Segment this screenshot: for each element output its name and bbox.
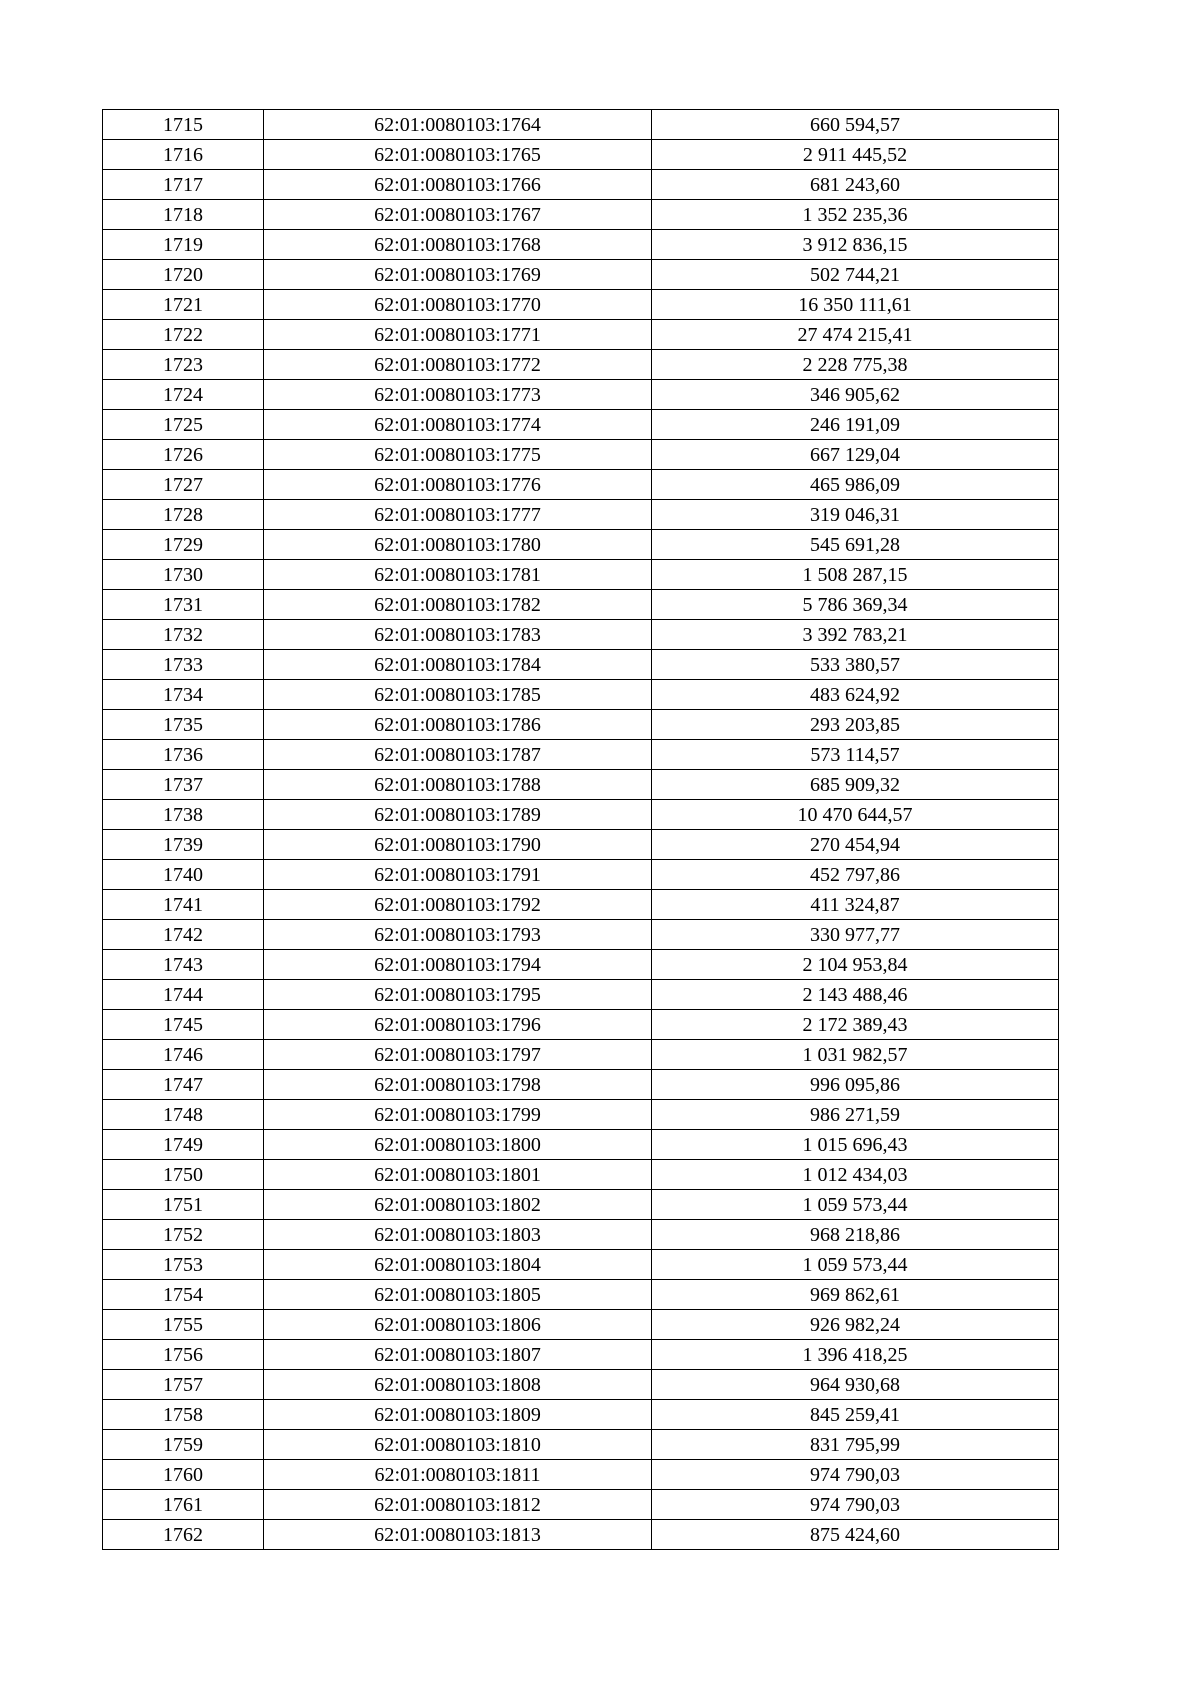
- row-number-cell: 1753: [103, 1250, 264, 1280]
- row-number-cell: 1729: [103, 530, 264, 560]
- table-row: [103, 1520, 1059, 1550]
- table-row: [103, 1160, 1059, 1190]
- cadastral-value-cell: 270 454,94: [652, 830, 1059, 860]
- cadastral-value-cell: 3 912 836,15: [652, 230, 1059, 260]
- cadastral-number-cell: 62:01:0080103:1781: [264, 560, 652, 590]
- cadastral-value-cell: 964 930,68: [652, 1370, 1059, 1400]
- cadastral-value-cell: 996 095,86: [652, 1070, 1059, 1100]
- row-number-cell: 1739: [103, 830, 264, 860]
- table-row: [103, 1010, 1059, 1040]
- table-row: [103, 440, 1059, 470]
- cadastral-value-cell: 533 380,57: [652, 650, 1059, 680]
- cadastral-value-cell: 685 909,32: [652, 770, 1059, 800]
- row-number-cell: 1745: [103, 1010, 264, 1040]
- cadastral-value-cell: 3 392 783,21: [652, 620, 1059, 650]
- cadastral-number-cell: 62:01:0080103:1784: [264, 650, 652, 680]
- table-row: [103, 890, 1059, 920]
- cadastral-number-cell: 62:01:0080103:1797: [264, 1040, 652, 1070]
- table-row: [103, 1490, 1059, 1520]
- table-row: [103, 530, 1059, 560]
- cadastral-value-cell: 968 218,86: [652, 1220, 1059, 1250]
- row-number-cell: 1719: [103, 230, 264, 260]
- table-row: [103, 1040, 1059, 1070]
- cadastral-value-cell: 1 031 982,57: [652, 1040, 1059, 1070]
- cadastral-number-cell: 62:01:0080103:1813: [264, 1520, 652, 1550]
- cadastral-number-cell: 62:01:0080103:1803: [264, 1220, 652, 1250]
- row-number-cell: 1760: [103, 1460, 264, 1490]
- row-number-cell: 1746: [103, 1040, 264, 1070]
- row-number-cell: 1752: [103, 1220, 264, 1250]
- row-number-cell: 1742: [103, 920, 264, 950]
- cadastral-number-cell: 62:01:0080103:1788: [264, 770, 652, 800]
- table-row: [103, 1400, 1059, 1430]
- cadastral-value-cell: 2 104 953,84: [652, 950, 1059, 980]
- table-row: [103, 110, 1059, 140]
- cadastral-number-cell: 62:01:0080103:1767: [264, 200, 652, 230]
- cadastral-value-cell: 660 594,57: [652, 110, 1059, 140]
- table-row: [103, 980, 1059, 1010]
- cadastral-number-cell: 62:01:0080103:1770: [264, 290, 652, 320]
- cadastral-value-cell: 346 905,62: [652, 380, 1059, 410]
- table-row: [103, 770, 1059, 800]
- cadastral-number-cell: 62:01:0080103:1793: [264, 920, 652, 950]
- row-number-cell: 1728: [103, 500, 264, 530]
- table-row: [103, 290, 1059, 320]
- row-number-cell: 1726: [103, 440, 264, 470]
- cadastral-value-cell: 465 986,09: [652, 470, 1059, 500]
- cadastral-number-cell: 62:01:0080103:1795: [264, 980, 652, 1010]
- cadastral-number-cell: 62:01:0080103:1805: [264, 1280, 652, 1310]
- cadastral-value-cell: 1 396 418,25: [652, 1340, 1059, 1370]
- table-row: [103, 1370, 1059, 1400]
- cadastral-value-cell: 5 786 369,34: [652, 590, 1059, 620]
- cadastral-number-cell: 62:01:0080103:1810: [264, 1430, 652, 1460]
- cadastral-value-cell: 293 203,85: [652, 710, 1059, 740]
- row-number-cell: 1751: [103, 1190, 264, 1220]
- cadastral-value-cell: 969 862,61: [652, 1280, 1059, 1310]
- table-row: [103, 1220, 1059, 1250]
- row-number-cell: 1762: [103, 1520, 264, 1550]
- cadastral-value-cell: 2 228 775,38: [652, 350, 1059, 380]
- cadastral-value-cell: 319 046,31: [652, 500, 1059, 530]
- cadastral-number-cell: 62:01:0080103:1792: [264, 890, 652, 920]
- cadastral-value-cell: 1 012 434,03: [652, 1160, 1059, 1190]
- row-number-cell: 1758: [103, 1400, 264, 1430]
- cadastral-number-cell: 62:01:0080103:1775: [264, 440, 652, 470]
- cadastral-number-cell: 62:01:0080103:1780: [264, 530, 652, 560]
- row-number-cell: 1748: [103, 1100, 264, 1130]
- row-number-cell: 1730: [103, 560, 264, 590]
- cadastral-number-cell: 62:01:0080103:1764: [264, 110, 652, 140]
- cadastral-value-cell: 1 508 287,15: [652, 560, 1059, 590]
- cadastral-value-cell: 1 059 573,44: [652, 1190, 1059, 1220]
- cadastral-number-cell: 62:01:0080103:1806: [264, 1310, 652, 1340]
- row-number-cell: 1759: [103, 1430, 264, 1460]
- table-row: [103, 620, 1059, 650]
- table-row: [103, 500, 1059, 530]
- cadastral-number-cell: 62:01:0080103:1771: [264, 320, 652, 350]
- cadastral-value-cell: 330 977,77: [652, 920, 1059, 950]
- cadastral-value-cell: 10 470 644,57: [652, 800, 1059, 830]
- cadastral-value-cell: 2 172 389,43: [652, 1010, 1059, 1040]
- row-number-cell: 1756: [103, 1340, 264, 1370]
- cadastral-number-cell: 62:01:0080103:1769: [264, 260, 652, 290]
- table-row: [103, 1250, 1059, 1280]
- cadastral-value-cell: 246 191,09: [652, 410, 1059, 440]
- table-row: [103, 410, 1059, 440]
- cadastral-number-cell: 62:01:0080103:1790: [264, 830, 652, 860]
- row-number-cell: 1727: [103, 470, 264, 500]
- table-row: [103, 1280, 1059, 1310]
- table-row: [103, 170, 1059, 200]
- row-number-cell: 1718: [103, 200, 264, 230]
- cadastral-number-cell: 62:01:0080103:1786: [264, 710, 652, 740]
- cadastral-number-cell: 62:01:0080103:1772: [264, 350, 652, 380]
- cadastral-value-cell: 974 790,03: [652, 1490, 1059, 1520]
- row-number-cell: 1721: [103, 290, 264, 320]
- row-number-cell: 1725: [103, 410, 264, 440]
- row-number-cell: 1734: [103, 680, 264, 710]
- cadastral-number-cell: 62:01:0080103:1809: [264, 1400, 652, 1430]
- cadastral-value-cell: 875 424,60: [652, 1520, 1059, 1550]
- table-row: [103, 230, 1059, 260]
- table-body: [103, 110, 1059, 1550]
- row-number-cell: 1735: [103, 710, 264, 740]
- cadastral-value-table: [102, 109, 1059, 1550]
- row-number-cell: 1722: [103, 320, 264, 350]
- table-row: [103, 1100, 1059, 1130]
- cadastral-value-cell: 16 350 111,61: [652, 290, 1059, 320]
- cadastral-number-cell: 62:01:0080103:1774: [264, 410, 652, 440]
- cadastral-value-cell: 573 114,57: [652, 740, 1059, 770]
- cadastral-number-cell: 62:01:0080103:1807: [264, 1340, 652, 1370]
- row-number-cell: 1724: [103, 380, 264, 410]
- row-number-cell: 1741: [103, 890, 264, 920]
- row-number-cell: 1736: [103, 740, 264, 770]
- table-row: [103, 1130, 1059, 1160]
- cadastral-value-cell: 974 790,03: [652, 1460, 1059, 1490]
- row-number-cell: 1737: [103, 770, 264, 800]
- table-row: [103, 950, 1059, 980]
- cadastral-number-cell: 62:01:0080103:1787: [264, 740, 652, 770]
- cadastral-value-cell: 1 352 235,36: [652, 200, 1059, 230]
- cadastral-value-cell: 926 982,24: [652, 1310, 1059, 1340]
- table-row: [103, 1070, 1059, 1100]
- cadastral-value-cell: 545 691,28: [652, 530, 1059, 560]
- row-number-cell: 1738: [103, 800, 264, 830]
- row-number-cell: 1754: [103, 1280, 264, 1310]
- row-number-cell: 1723: [103, 350, 264, 380]
- row-number-cell: 1716: [103, 140, 264, 170]
- row-number-cell: 1720: [103, 260, 264, 290]
- table-row: [103, 260, 1059, 290]
- row-number-cell: 1749: [103, 1130, 264, 1160]
- table-row: [103, 1460, 1059, 1490]
- table-row: [103, 140, 1059, 170]
- row-number-cell: 1717: [103, 170, 264, 200]
- table-row: [103, 350, 1059, 380]
- row-number-cell: 1755: [103, 1310, 264, 1340]
- cadastral-number-cell: 62:01:0080103:1802: [264, 1190, 652, 1220]
- row-number-cell: 1715: [103, 110, 264, 140]
- cadastral-number-cell: 62:01:0080103:1796: [264, 1010, 652, 1040]
- table-row: [103, 1190, 1059, 1220]
- row-number-cell: 1740: [103, 860, 264, 890]
- table-row: [103, 740, 1059, 770]
- cadastral-value-cell: 845 259,41: [652, 1400, 1059, 1430]
- cadastral-value-cell: 681 243,60: [652, 170, 1059, 200]
- row-number-cell: 1761: [103, 1490, 264, 1520]
- table-row: [103, 380, 1059, 410]
- cadastral-number-cell: 62:01:0080103:1811: [264, 1460, 652, 1490]
- row-number-cell: 1743: [103, 950, 264, 980]
- cadastral-number-cell: 62:01:0080103:1785: [264, 680, 652, 710]
- cadastral-number-cell: 62:01:0080103:1782: [264, 590, 652, 620]
- cadastral-value-cell: 667 129,04: [652, 440, 1059, 470]
- table-row: [103, 920, 1059, 950]
- cadastral-number-cell: 62:01:0080103:1812: [264, 1490, 652, 1520]
- table-row: [103, 1430, 1059, 1460]
- table-row: [103, 860, 1059, 890]
- row-number-cell: 1733: [103, 650, 264, 680]
- cadastral-number-cell: 62:01:0080103:1791: [264, 860, 652, 890]
- cadastral-value-cell: 502 744,21: [652, 260, 1059, 290]
- cadastral-number-cell: 62:01:0080103:1808: [264, 1370, 652, 1400]
- cadastral-value-cell: 483 624,92: [652, 680, 1059, 710]
- table-row: [103, 320, 1059, 350]
- cadastral-number-cell: 62:01:0080103:1766: [264, 170, 652, 200]
- table-row: [103, 800, 1059, 830]
- row-number-cell: 1747: [103, 1070, 264, 1100]
- cadastral-number-cell: 62:01:0080103:1768: [264, 230, 652, 260]
- cadastral-value-cell: 27 474 215,41: [652, 320, 1059, 350]
- cadastral-number-cell: 62:01:0080103:1800: [264, 1130, 652, 1160]
- cadastral-value-cell: 2 143 488,46: [652, 980, 1059, 1010]
- row-number-cell: 1732: [103, 620, 264, 650]
- cadastral-number-cell: 62:01:0080103:1776: [264, 470, 652, 500]
- table-row: [103, 680, 1059, 710]
- cadastral-value-cell: 411 324,87: [652, 890, 1059, 920]
- cadastral-number-cell: 62:01:0080103:1801: [264, 1160, 652, 1190]
- table-row: [103, 470, 1059, 500]
- cadastral-value-cell: 831 795,99: [652, 1430, 1059, 1460]
- cadastral-value-cell: 986 271,59: [652, 1100, 1059, 1130]
- cadastral-value-cell: 452 797,86: [652, 860, 1059, 890]
- table-row: [103, 590, 1059, 620]
- cadastral-value-cell: 1 015 696,43: [652, 1130, 1059, 1160]
- table-row: [103, 830, 1059, 860]
- row-number-cell: 1744: [103, 980, 264, 1010]
- cadastral-number-cell: 62:01:0080103:1789: [264, 800, 652, 830]
- cadastral-number-cell: 62:01:0080103:1783: [264, 620, 652, 650]
- row-number-cell: 1757: [103, 1370, 264, 1400]
- table-row: [103, 200, 1059, 230]
- cadastral-number-cell: 62:01:0080103:1804: [264, 1250, 652, 1280]
- cadastral-value-cell: 1 059 573,44: [652, 1250, 1059, 1280]
- cadastral-number-cell: 62:01:0080103:1777: [264, 500, 652, 530]
- cadastral-number-cell: 62:01:0080103:1794: [264, 950, 652, 980]
- table-row: [103, 710, 1059, 740]
- table-row: [103, 650, 1059, 680]
- cadastral-value-cell: 2 911 445,52: [652, 140, 1059, 170]
- cadastral-number-cell: 62:01:0080103:1765: [264, 140, 652, 170]
- table-row: [103, 1340, 1059, 1370]
- cadastral-number-cell: 62:01:0080103:1773: [264, 380, 652, 410]
- cadastral-number-cell: 62:01:0080103:1798: [264, 1070, 652, 1100]
- row-number-cell: 1731: [103, 590, 264, 620]
- table-row: [103, 560, 1059, 590]
- table-row: [103, 1310, 1059, 1340]
- cadastral-number-cell: 62:01:0080103:1799: [264, 1100, 652, 1130]
- row-number-cell: 1750: [103, 1160, 264, 1190]
